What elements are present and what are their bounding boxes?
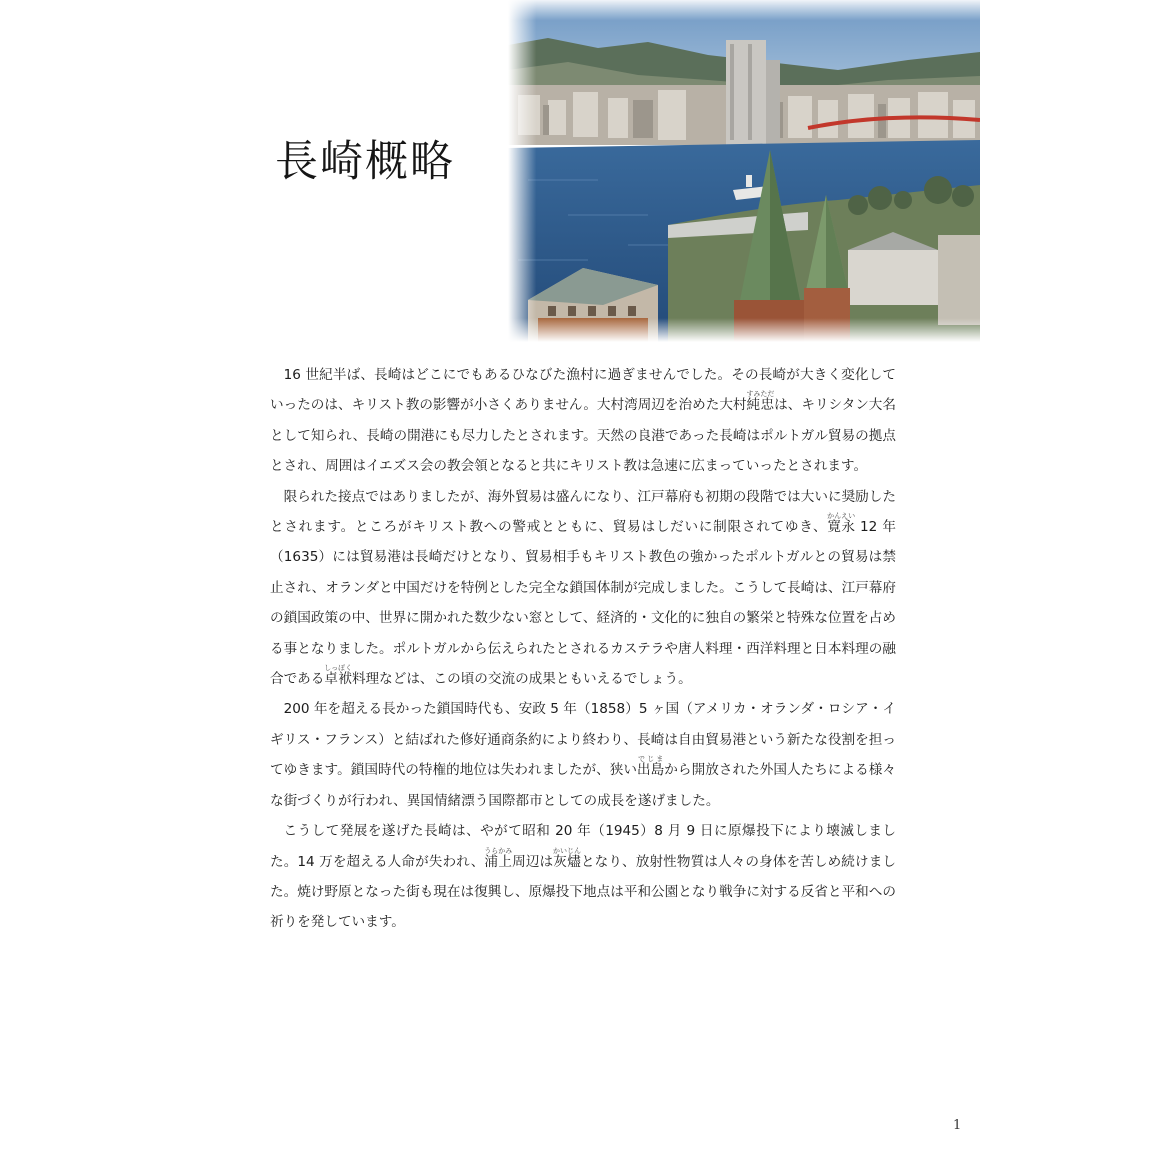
text-run: 12 年（1635）には貿易港は長崎だけとなり、貿易相手もキリスト教色の強かったポルトガルとの貿易は禁止され、オランダと中国だけを特例とした完全な鎖国体制が完成しました。こうして長崎は、江戸幕府の鎖国政策の中、世界に開かれた数少ない窓として、経済的・文化的に独自の繁栄と特殊な位置を占める事となりました。ポルトガルから伝えられたとされるカステラや唐人料理・西洋料理と日本料理の融合である [270,519,896,688]
ruby-annotated-word [746,390,775,414]
text-run: から開放された外国人たちによる様々な街づくりが行われ、異国情緒漂う国際都市としての成長を遂げました。 [270,762,897,809]
page-title: 長崎概略 [275,137,455,187]
text-run: は、キリシタン大名として知られ、長崎の開港にも尽力したとされます。天然の良港であった長崎はポルトガル貿易の拠点とされ、周囲はイエズス会の教会領となると共にキリスト教は急速に広まっていったとされます。 [270,397,896,475]
article-body [270,360,896,938]
text-run: 料理などは、この頃の交流の成果ともいえるでしょう。 [351,671,692,688]
ruby-reading: かんえい [827,512,856,521]
text-run: 16 世紀半ば、長崎はどこにでもあるひなびた漁村に過ぎませんでした。その長崎が大きく変化していったのは、キリスト教の影響が小さくありません。大村湾周辺を治めた大村 [270,367,896,414]
ruby-reading: しっぽく [324,664,353,673]
ruby-annotated-word [827,512,856,536]
ruby-annotated-word [637,755,665,779]
ruby-annotated-word [553,846,582,870]
paragraph [270,816,896,938]
paragraph [270,694,896,816]
text-run: 周辺は [512,853,554,870]
ruby-base: 純忠 [746,397,775,414]
ruby-reading: でじま [637,755,665,764]
ruby-reading: うらかみ [484,846,513,855]
ruby-base: 灰燼 [553,853,582,870]
text-run: となり、放射性物質は人々の身体を苦しめ続けました。焼け野原となった街も現在は復興し、原爆投下地点は平和公園となり戦争に対する反省と平和への祈りを発しています。 [270,853,897,931]
text-run: 限られた接点ではありましたが、海外貿易は盛んになり、江戸幕府も初期の段階では大いに奨励したとされます。ところがキリスト教への警戒とともに、貿易はしだいに制限されてゆき、 [270,488,896,536]
ruby-base: 浦上 [484,853,513,870]
ruby-base: 寛永 [827,519,856,536]
nagasaki-harbor-photo [508,0,980,342]
ruby-annotated-word [324,664,353,688]
ruby-annotated-word [484,846,513,870]
ruby-base: 卓袱 [324,671,353,688]
paragraph [270,482,896,695]
ruby-reading: すみただ [746,390,775,399]
paragraph [270,360,896,482]
ruby-reading: かいじん [553,846,582,855]
ruby-base: 出島 [637,762,665,779]
text-run: 200 年を超える長かった鎖国時代も、安政 5 年（1858）5 ヶ国（アメリカ・オランダ・ロシア・イギリス・フランス）と結ばれた修好通商条約により終わり、長崎は自由貿易港という新たな役割を担ってゆきます。鎖国時代の特権的地位は失われましたが、狭い [270,701,896,779]
text-run: こうして発展を遂げた長崎は、やがて昭和 20 年（1945）8 月 9 日に原爆投下により壊滅しました。14 万を超える人命が失われ、 [270,823,896,870]
page-number: 1 [953,1118,962,1133]
